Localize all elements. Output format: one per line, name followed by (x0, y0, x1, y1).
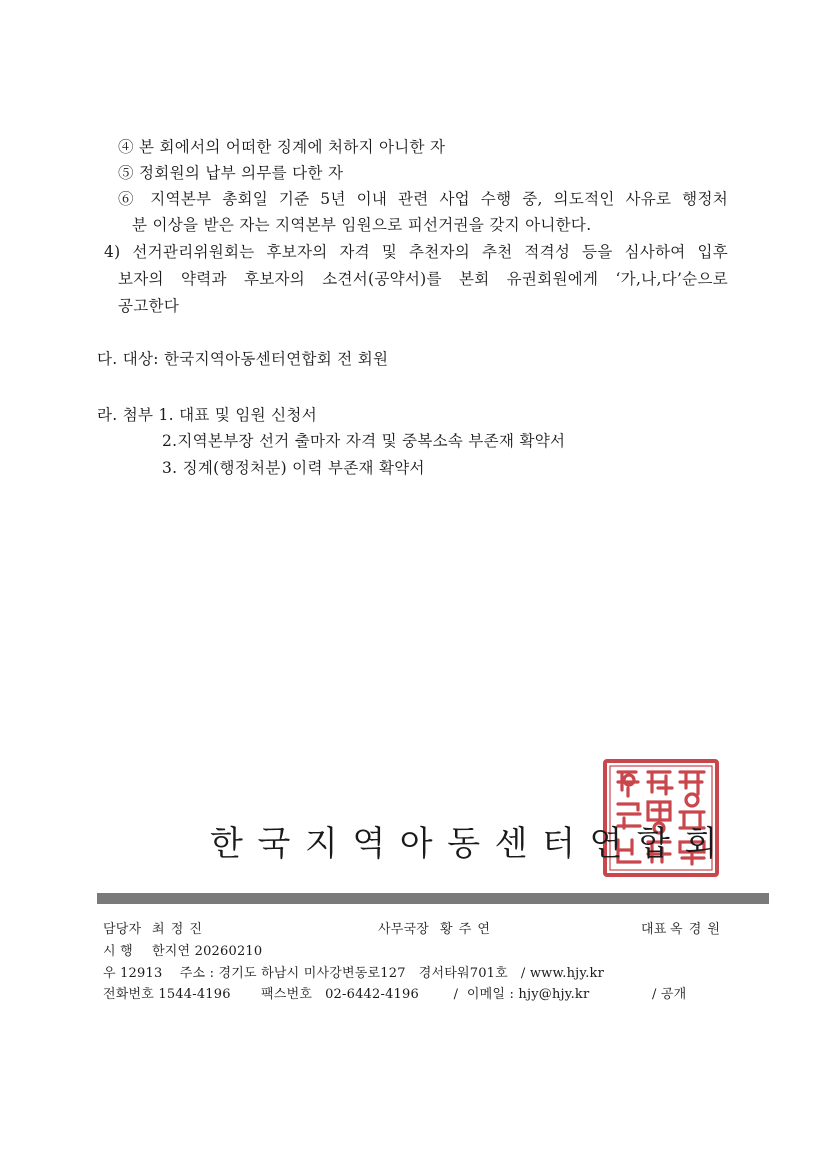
attachment-item-3: 3. 징계(행정처분) 이력 부존재 확약서 (162, 459, 425, 477)
enforcement-label: 시 행 (103, 944, 133, 959)
paragraph-4-line-3: 공고한다 (118, 297, 180, 315)
eligibility-item-5: ⑤ 정회원의 납부 의무를 다한 자 (118, 164, 344, 182)
representative-label: 대표 (641, 922, 667, 937)
secretary-name: 황 주 연 (440, 922, 491, 937)
document-number: 한지연 20260210 (152, 944, 263, 959)
staff-label: 담당자 (103, 922, 142, 937)
paragraph-4-line-2: 보자의 약력과 후보자의 소견서(공약서)를 본회 유권회원에게 ‘가,나,다’순으로 (118, 270, 728, 288)
staff-name: 최 정 진 (152, 922, 203, 937)
target-section: 다. 대상: 한국지역아동센터연합회 전 회원 (97, 350, 389, 368)
attachment-item-2: 2.지역본부장 선거 출마자 자격 및 중복소속 부존재 확약서 (162, 432, 566, 450)
paragraph-4-line-1: 4) 선거관리위원회는 후보자의 자격 및 추천자의 추천 적격성 등을 심사하여 입후 (104, 243, 728, 261)
eligibility-item-4: ④ 본 회에서의 어떠한 징계에 처하지 아니한 자 (118, 138, 446, 156)
footer-divider (97, 893, 769, 904)
secretary-label: 사무국장 (378, 922, 430, 937)
eligibility-item-6-line-1: ⑥ 지역본부 총회일 기준 5년 이내 관련 사업 수행 중, 의도적인 사유로 행정처 (118, 190, 728, 208)
representative-name: 옥 경 원 (670, 922, 721, 937)
organization-name: 한국지역아동센터연합회 (210, 824, 732, 864)
address-line: 우 12913 주소 : 경기도 하남시 미사강변동로127 경서타워701호 / www.hjy.kr (103, 966, 605, 981)
contact-line: 전화번호 1544-4196 팩스번호 02-6442-4196 / 이메일 : hjy@hjy.kr (103, 987, 590, 1002)
attachment-heading: 라. 첨부 1. 대표 및 임원 신청서 (97, 406, 317, 424)
eligibility-item-6-line-2: 분 이상을 받은 자는 지역본부 임원으로 피선거권을 갖지 아니한다. (132, 216, 592, 234)
disclosure-status: / 공개 (652, 987, 687, 1002)
